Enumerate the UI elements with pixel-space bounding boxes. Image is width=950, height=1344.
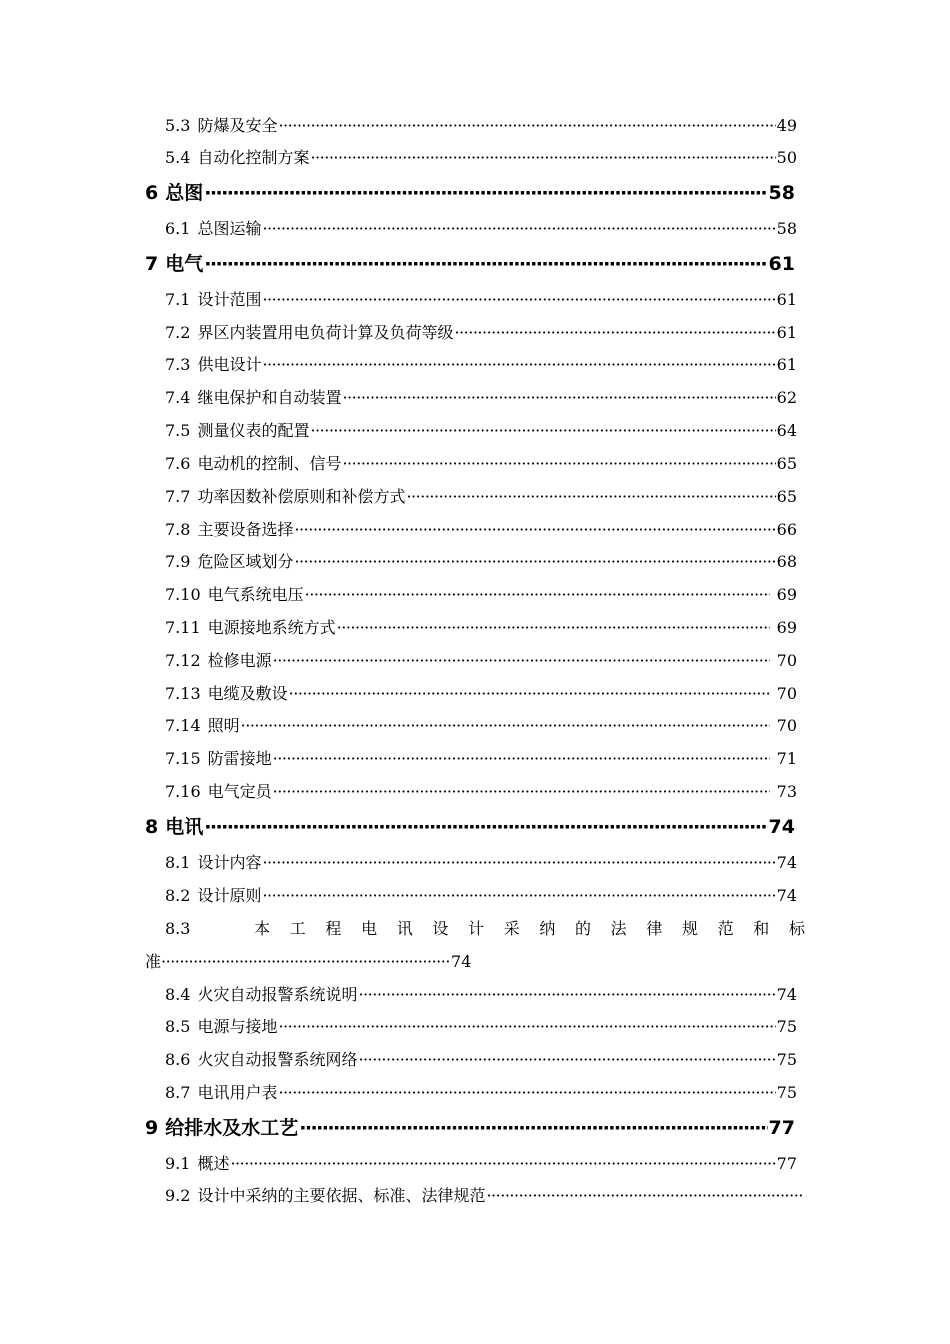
toc-entry[interactable] — [165, 1049, 797, 1071]
toc-entry-page: 74 — [451, 952, 472, 971]
toc-chapter[interactable] — [145, 1115, 795, 1141]
toc-chapter-page: 58 — [768, 182, 795, 204]
toc-entry-title: 防雷接地 — [207, 749, 272, 768]
toc-entry-continuation[interactable] — [145, 951, 471, 973]
toc-entry-title: 危险区域划分 — [197, 552, 294, 571]
toc-entry-number: 8.3 — [165, 919, 191, 938]
toc-entry-title: 电源与接地 — [197, 1017, 278, 1036]
toc-entry-title: 总图运输 — [197, 219, 262, 238]
dot-leader — [342, 387, 775, 409]
toc-entry-page: 49 — [776, 116, 797, 135]
dot-leader — [310, 147, 775, 169]
toc-chapter-number: 6 — [145, 182, 159, 204]
toc-entry-title: 自动化控制方案 — [197, 148, 310, 167]
toc-entry-number: 8.2 — [165, 886, 191, 905]
toc-entry-number: 9.2 — [165, 1186, 191, 1205]
toc-entry-page: 58 — [776, 219, 797, 238]
toc-entry-title: 设计中采纳的主要依据、标准、法律规范 — [197, 1186, 486, 1205]
toc-entry[interactable] — [165, 584, 797, 606]
toc-entry-number: 7.13 — [165, 684, 201, 703]
toc-entry-page: 75 — [776, 1083, 797, 1102]
toc-entry-number: 7.11 — [165, 618, 201, 637]
toc-entry[interactable] — [165, 1153, 797, 1175]
toc-entry-title: 设计范围 — [197, 290, 262, 309]
toc-entry-number: 7.10 — [165, 585, 201, 604]
toc-entry-number: 7.14 — [165, 716, 201, 735]
toc-entry-title: 电气定员 — [207, 782, 272, 801]
toc-entry-title: 电缆及敷设 — [207, 684, 288, 703]
toc-entry[interactable] — [165, 354, 797, 376]
toc-entry-page: 61 — [776, 290, 797, 309]
toc-chapter[interactable] — [145, 814, 795, 840]
toc-entry-number: 7.5 — [165, 421, 191, 440]
toc-entry-title-tail: 准 — [145, 952, 162, 971]
toc-entry-page: 75 — [776, 1017, 797, 1036]
toc-entry-page: 74 — [776, 853, 797, 872]
toc-entry-page: 71 — [776, 749, 797, 768]
dot-leader — [289, 683, 770, 705]
toc-entry-title: 设计内容 — [197, 853, 262, 872]
dot-leader — [294, 551, 775, 573]
dot-leader — [262, 852, 775, 874]
dot-leader — [230, 1153, 775, 1175]
toc-entry-page: 65 — [776, 454, 797, 473]
toc-entry-page: 69 — [776, 618, 797, 637]
toc-chapter-title: 给排水及水工艺 — [165, 1117, 299, 1139]
toc-entry-title: 电讯用户表 — [197, 1083, 278, 1102]
dot-leader — [406, 486, 775, 508]
dot-leader — [299, 1115, 767, 1141]
toc-entry-page: 74 — [776, 985, 797, 1004]
dot-leader — [358, 1049, 775, 1071]
toc-entry-number: 7.7 — [165, 487, 191, 506]
toc-entry-title: 主要设备选择 — [197, 520, 294, 539]
dot-leader — [273, 650, 770, 672]
dot-leader — [241, 715, 770, 737]
toc-chapter-number: 7 — [145, 253, 159, 275]
toc-entry[interactable] — [165, 781, 797, 803]
toc-entry-number: 7.3 — [165, 355, 191, 374]
toc-chapter-number: 9 — [145, 1117, 159, 1139]
toc-entry-title: 功率因数补偿原则和补偿方式 — [197, 487, 406, 506]
toc-chapter-number: 8 — [145, 816, 159, 838]
toc-entry[interactable] — [165, 1016, 797, 1038]
toc-entry[interactable] — [165, 748, 797, 770]
toc-entry[interactable] — [165, 420, 797, 442]
toc-chapter-title: 电讯 — [165, 816, 204, 838]
toc-entry-number: 7.16 — [165, 782, 201, 801]
toc-entry-title: 电气系统电压 — [207, 585, 304, 604]
dot-leader — [358, 984, 775, 1006]
toc-entry-title: 照明 — [207, 716, 240, 735]
toc-chapter-title: 电气 — [165, 253, 204, 275]
dot-leader — [161, 951, 451, 973]
toc-entry-title: 电源接地系统方式 — [207, 618, 336, 637]
toc-entry-page: 70 — [776, 651, 797, 670]
dot-leader — [337, 617, 770, 639]
dot-leader — [486, 1185, 804, 1207]
toc-entry-title: 供电设计 — [197, 355, 262, 374]
toc-entry-number: 6.1 — [165, 219, 191, 238]
toc-entry[interactable] — [165, 1185, 805, 1207]
toc-entry-number: 7.12 — [165, 651, 201, 670]
toc-entry-page: 61 — [776, 355, 797, 374]
dot-leader — [262, 289, 775, 311]
toc-entry-page: 74 — [776, 886, 797, 905]
toc-entry-title: 电动机的控制、信号 — [197, 454, 342, 473]
toc-entry-title: 火灾自动报警系统网络 — [197, 1050, 358, 1069]
dot-leader — [278, 1082, 775, 1104]
toc-entry-page: 73 — [776, 782, 797, 801]
dot-leader — [278, 115, 775, 137]
toc-entry-number: 7.4 — [165, 388, 191, 407]
toc-entry[interactable] — [165, 147, 797, 169]
dot-leader — [273, 748, 770, 770]
toc-entry-number: 8.1 — [165, 853, 191, 872]
toc-entry[interactable] — [165, 984, 797, 1006]
dot-leader — [204, 180, 767, 206]
toc-entry-page: 61 — [776, 323, 797, 342]
toc-entry-number: 7.15 — [165, 749, 201, 768]
dot-leader — [454, 322, 775, 344]
toc-entry-page: 70 — [776, 684, 797, 703]
toc-entry-number: 7.8 — [165, 520, 191, 539]
toc-entry[interactable] — [165, 885, 797, 907]
dot-leader — [262, 218, 775, 240]
toc-entry[interactable] — [165, 387, 797, 409]
dot-leader — [273, 781, 770, 803]
toc-entry-title: 界区内装置用电负荷计算及负荷等级 — [197, 323, 454, 342]
toc-entry-title: 火灾自动报警系统说明 — [197, 985, 358, 1004]
toc-entry-page: 75 — [776, 1050, 797, 1069]
toc-entry-number: 7.2 — [165, 323, 191, 342]
toc-entry-title: 检修电源 — [207, 651, 272, 670]
toc-chapter[interactable] — [145, 251, 795, 277]
dot-leader — [342, 453, 775, 475]
toc-entry-page: 69 — [776, 585, 797, 604]
toc-entry-number: 7.6 — [165, 454, 191, 473]
toc-entry-title: 继电保护和自动装置 — [197, 388, 342, 407]
toc-entry[interactable] — [165, 617, 797, 639]
toc-entry-page: 66 — [776, 520, 797, 539]
toc-chapter-title: 总图 — [165, 182, 204, 204]
dot-leader — [204, 814, 767, 840]
toc-entry-number: 8.5 — [165, 1017, 191, 1036]
toc-entry-title: 防爆及安全 — [197, 116, 278, 135]
toc-entry-page: 68 — [776, 552, 797, 571]
toc-entry-number: 8.7 — [165, 1083, 191, 1102]
toc-entry[interactable] — [165, 715, 797, 737]
toc-entry-number: 7.9 — [165, 552, 191, 571]
dot-leader — [294, 519, 775, 541]
dot-leader — [262, 885, 775, 907]
toc-entry[interactable] — [165, 218, 797, 240]
toc-chapter-page: 61 — [768, 253, 795, 275]
toc-entry-number: 5.3 — [165, 116, 191, 135]
dot-leader — [204, 251, 767, 277]
toc-entry[interactable] — [165, 289, 797, 311]
dot-leader — [305, 584, 770, 606]
toc-entry-number: 9.1 — [165, 1154, 191, 1173]
dot-leader — [278, 1016, 775, 1038]
toc-entry-number: 8.6 — [165, 1050, 191, 1069]
toc-entry-title: 测量仪表的配置 — [197, 421, 310, 440]
dot-leader — [262, 354, 775, 376]
toc-entry-number: 8.4 — [165, 985, 191, 1004]
toc-entry-title: 概述 — [197, 1154, 230, 1173]
toc-entry-page: 50 — [776, 148, 797, 167]
toc-entry[interactable] — [165, 683, 797, 705]
toc-entry[interactable] — [165, 1082, 797, 1104]
toc-entry[interactable] — [165, 519, 797, 541]
toc-entry[interactable] — [165, 486, 797, 508]
toc-entry[interactable] — [165, 852, 797, 874]
toc-entry-page: 77 — [776, 1154, 797, 1173]
toc-entry-title: 设计原则 — [197, 886, 262, 905]
dot-leader — [310, 420, 775, 442]
toc-entry-page: 70 — [776, 716, 797, 735]
toc-entry[interactable] — [165, 551, 797, 573]
toc-entry-page: 65 — [776, 487, 797, 506]
toc-entry-page: 64 — [776, 421, 797, 440]
toc-entry-justified-line[interactable]: 8.3 本 工 程 电 讯 设 计 采 纳 的 法 律 规 范 和 标 — [165, 919, 805, 938]
toc-chapter-page: 74 — [768, 816, 795, 838]
toc-entry-number: 5.4 — [165, 148, 191, 167]
toc-entry[interactable] — [165, 650, 797, 672]
toc-chapter-page: 77 — [768, 1117, 795, 1139]
toc-entry[interactable] — [165, 453, 797, 475]
toc-entry[interactable] — [165, 115, 797, 137]
toc-entry-number: 7.1 — [165, 290, 191, 309]
toc-entry[interactable] — [165, 322, 797, 344]
toc-entry-page: 62 — [776, 388, 797, 407]
toc-chapter[interactable] — [145, 180, 795, 206]
